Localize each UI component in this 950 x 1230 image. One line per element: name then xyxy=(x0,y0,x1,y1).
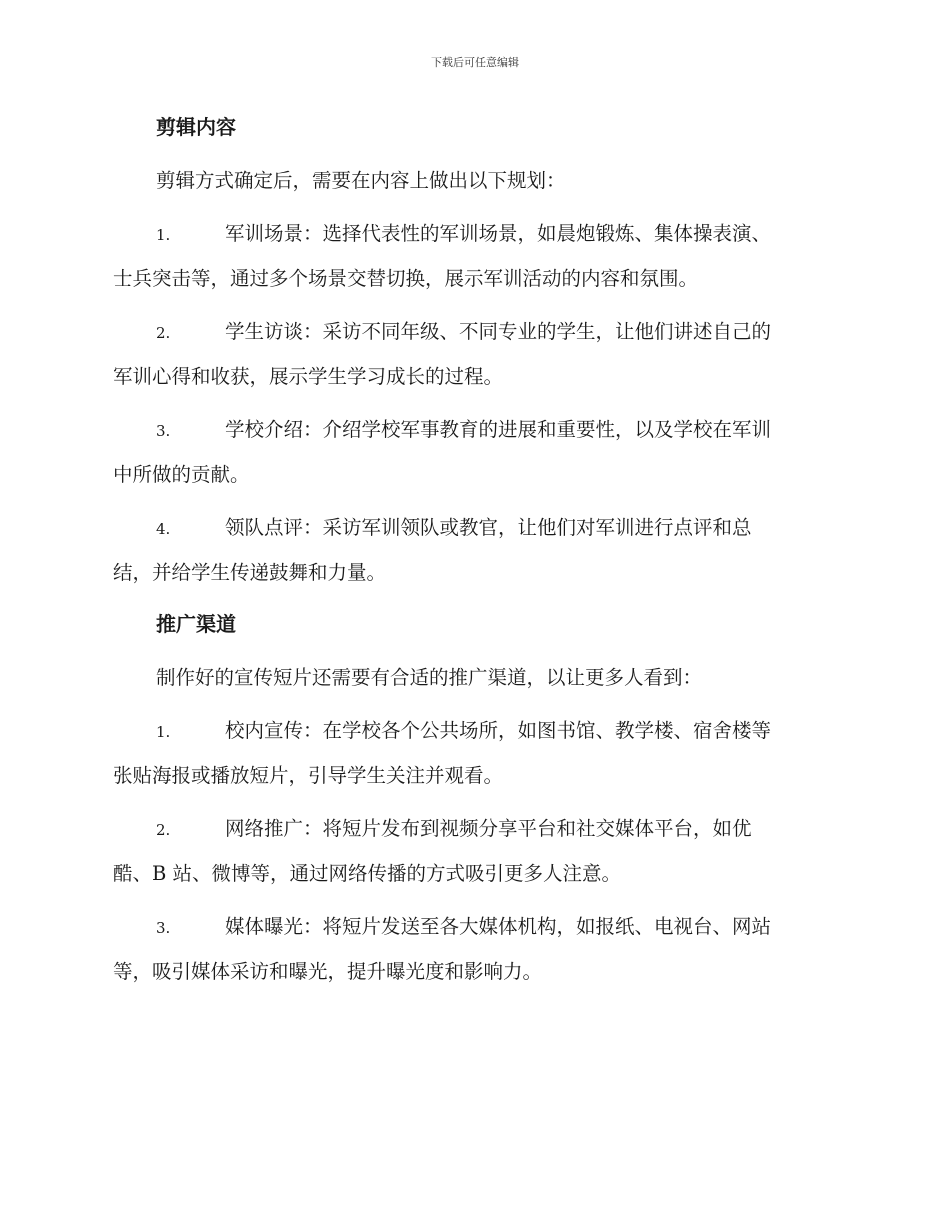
list-item xyxy=(113,408,833,497)
list-item xyxy=(113,807,833,896)
list-item-line xyxy=(113,408,833,453)
section-intro: 制作好的宣传短片还需要有合适的推广渠道，以让更多人看到： xyxy=(156,666,703,689)
list-item-continuation: 中所做的贡献。 xyxy=(113,463,250,486)
list-item-text: 网络推广：将短片发布到视频分享平台和社交媒体平台，如优 xyxy=(225,817,752,840)
list-item-line xyxy=(113,807,833,852)
list-item-line xyxy=(113,709,833,754)
list-item-line xyxy=(113,212,833,257)
list-number: 3. xyxy=(156,919,171,937)
list-item-continuation: 张贴海报或播放短片，引导学生关注并观看。 xyxy=(113,764,504,787)
page-header: 下载后可任意编辑 xyxy=(431,56,519,69)
list-item-text: 领队点评：采访军训领队或教官，让他们对军训进行点评和总 xyxy=(225,516,752,539)
list-item-line xyxy=(113,310,833,355)
list-number: 3. xyxy=(156,422,171,440)
list-item-line xyxy=(113,506,833,551)
list-item xyxy=(113,709,833,798)
section-heading: 推广渠道 xyxy=(156,612,236,636)
list-number: 1. xyxy=(156,723,171,741)
list-item-text: 学生访谈：采访不同年级、不同专业的学生，让他们讲述自己的 xyxy=(225,320,772,343)
list-number: 4. xyxy=(156,520,171,538)
section-intro: 剪辑方式确定后，需要在内容上做出以下规划： xyxy=(156,169,566,192)
list-item-continuation: 结，并给学生传递鼓舞和力量。 xyxy=(113,561,387,584)
list-item xyxy=(113,905,833,994)
list-item xyxy=(113,506,833,595)
list-item-text: 学校介绍：介绍学校军事教育的进展和重要性，以及学校在军训 xyxy=(225,418,772,441)
list-item-text: 军训场景：选择代表性的军训场景，如晨炮锻炼、集体操表演、 xyxy=(225,222,772,245)
list-item-continuation: 酷、B 站、微博等，通过网络传播的方式吸引更多人注意。 xyxy=(113,862,622,885)
list-item xyxy=(113,310,833,399)
list-item-line xyxy=(113,905,833,950)
list-item xyxy=(113,212,833,301)
list-item-text: 媒体曝光：将短片发送至各大媒体机构，如报纸、电视台、网站 xyxy=(225,915,772,938)
list-number: 2. xyxy=(156,324,171,342)
document-body xyxy=(113,107,833,1003)
section-heading: 剪辑内容 xyxy=(156,115,236,139)
list-item-continuation: 等，吸引媒体采访和曝光，提升曝光度和影响力。 xyxy=(113,960,543,983)
list-number: 2. xyxy=(156,821,171,839)
list-item-continuation: 士兵突击等，通过多个场景交替切换，展示军训活动的内容和氛围。 xyxy=(113,267,699,290)
list-item-continuation: 军训心得和收获，展示学生学习成长的过程。 xyxy=(113,365,504,388)
list-number: 1. xyxy=(156,226,171,244)
list-item-text: 校内宣传：在学校各个公共场所，如图书馆、教学楼、宿舍楼等 xyxy=(225,719,772,742)
